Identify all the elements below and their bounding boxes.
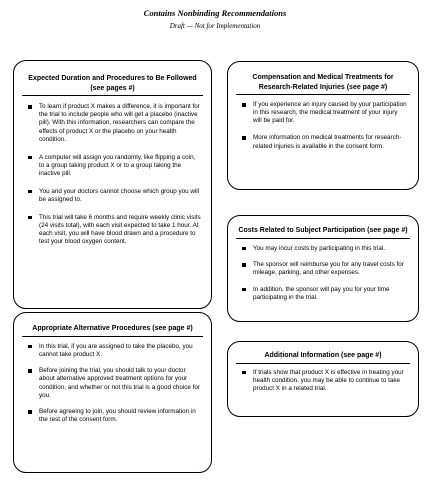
bullet-list xyxy=(228,369,418,394)
bullet-icon xyxy=(242,103,246,107)
list-item xyxy=(28,103,201,144)
section-title: Additional Information (see page #) xyxy=(264,352,382,359)
list-item xyxy=(28,408,201,424)
list-item xyxy=(242,369,408,394)
bullet-icon xyxy=(242,263,246,267)
bullet-icon xyxy=(242,136,246,140)
section-title: Compensation and Medical Treatments for Research-Related Injuries (see page #) xyxy=(252,74,394,91)
list-item-text: A computer will assign you randomly, like flipping a coin, to a group taking product X or to a group taking the inactive pill. xyxy=(39,153,196,177)
list-item xyxy=(28,214,201,247)
list-item xyxy=(242,101,408,126)
list-item-text: This trial will take 6 months and require weekly clinic visits (24 visits total), with each visit expected to take 1 hour. At each visit, you will have blood drawn and a procedure to test your blood oxygen content. xyxy=(39,213,201,246)
list-item xyxy=(242,245,408,253)
bullet-list xyxy=(14,103,211,246)
section-title: Expected Duration and Procedures to Be Followed (see pages #) xyxy=(28,75,197,92)
section-alternative-procedures xyxy=(13,312,212,473)
bullet-icon xyxy=(242,288,246,292)
list-item xyxy=(28,154,201,179)
list-item-text: If you experience an injury caused by your participation in this research, the medical treatment of your injury will be paid for. xyxy=(253,101,407,125)
section-additional-information xyxy=(227,341,419,417)
bullet-list xyxy=(228,245,418,303)
bullet-icon xyxy=(242,247,246,251)
list-item-text: To learn if product X makes a difference, it is important for the trial to include people who will get a placebo (inactive pill). With this information, researchers can compare the effects of product X or the placebo on your health condition. xyxy=(39,103,200,143)
bullet-list xyxy=(228,101,418,151)
document-header-subtitle: Draft — Not for Implementation xyxy=(169,22,261,30)
section-costs xyxy=(227,215,419,322)
section-expected-duration xyxy=(13,60,212,309)
list-item-text: You may incur costs by participating in this trial. xyxy=(253,244,386,252)
list-item-text: The sponsor will reimburse you for any travel costs for mileage, parking, and other expenses. xyxy=(253,261,404,277)
section-compensation xyxy=(227,61,419,190)
list-item-text: Before agreeing to join, you should review information in the rest of the consent form. xyxy=(39,408,196,424)
list-item xyxy=(28,343,201,359)
list-item xyxy=(242,286,408,302)
section-divider xyxy=(22,95,203,96)
document-header-title: Contains Nonbinding Recommendations xyxy=(143,8,287,18)
bullet-icon xyxy=(28,345,32,349)
section-title: Costs Related to Subject Participation (see page #) xyxy=(238,227,408,234)
bullet-icon xyxy=(28,369,32,373)
list-item xyxy=(28,367,201,400)
list-item xyxy=(242,134,408,150)
list-item-text: If trials show that product X is effective in treating your health condition, you may be able to continue to take product X in a related trial. xyxy=(253,368,404,392)
list-item xyxy=(28,188,201,204)
list-item-text: You and your doctors cannot choose which group you will be assigned to. xyxy=(39,187,200,203)
bullet-icon xyxy=(28,216,32,220)
list-item-text: In this trial, if you are assigned to take the placebo, you cannot take product X. xyxy=(39,342,193,358)
list-item-text: More information on medical treatments for research-related injuries is available in the consent form. xyxy=(253,134,402,150)
bullet-icon xyxy=(28,410,32,414)
section-divider xyxy=(236,238,410,239)
section-title: Appropriate Alternative Procedures (see page #) xyxy=(32,325,193,332)
bullet-icon xyxy=(28,156,32,160)
bullet-icon xyxy=(242,371,246,375)
list-item xyxy=(242,261,408,277)
bullet-icon xyxy=(28,105,32,109)
section-divider xyxy=(236,363,410,364)
section-divider xyxy=(22,336,203,337)
section-divider xyxy=(236,94,410,95)
bullet-icon xyxy=(28,190,32,194)
list-item-text: Before joining the trial, you should talk to your doctor about alternative approved treatment options for your condition, and whether or not this trial is a good choice for you. xyxy=(39,367,201,399)
list-item-text: In addition, the sponsor will pay you for your time participating in the trial. xyxy=(253,285,390,302)
bullet-list xyxy=(14,343,211,425)
